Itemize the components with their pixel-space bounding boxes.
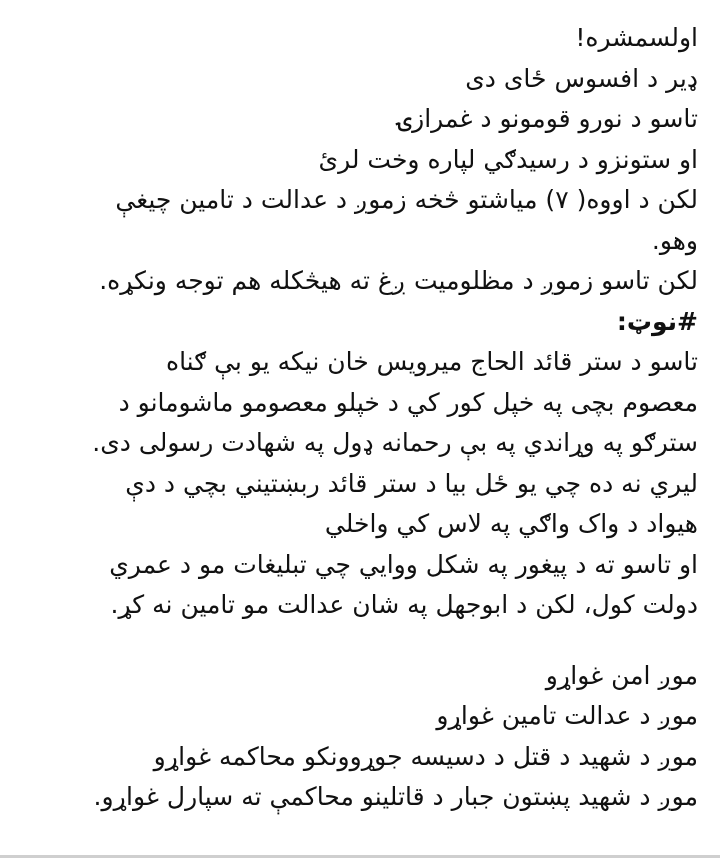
- post-line: معصوم بچی په خپل کور کي د خپلو معصومو ماشومانو د: [118, 387, 698, 417]
- post-line: لکن تاسو زموږ د مظلومیت ږغ ته هیڅکله هم توجه ونکړه.: [99, 266, 698, 295]
- post-line: تاسو د نورو قومونو د غمرازۍ: [397, 104, 698, 133]
- post-text: [22, 18, 698, 818]
- post-line: لیري نه ده چي یو ځل بیا د ستر قائد ربښتیني بچي د دې: [125, 468, 698, 498]
- post-line: تاسو د ستر قائد الحاج میرویس خان نیکه یو بې ګناه: [165, 347, 698, 376]
- paragraph-spacer: [22, 626, 698, 656]
- post-line: موږ د عدالت تامین غواړو: [436, 701, 698, 730]
- post-line: لکن د اووه( ۷) میاشتو څخه زموږ د عدالت د تامین چیغې: [115, 185, 698, 214]
- post-line: موږ د شهید پښتون جبار د قاتلینو محاکمې ته سپارل غواړو.: [93, 782, 698, 811]
- post-line: موږ د شهید د قتل د دسیسه جوړوونکو محاکمه غواړو: [153, 741, 698, 771]
- post-line: وهو.: [651, 225, 698, 255]
- post-line: سترګو په وړاندي په بې رحمانه ډول په شهادت رسولی دی.: [92, 428, 698, 457]
- post-line: موږ امن غواړو: [545, 660, 698, 690]
- hashtag-link[interactable]: #نوټ:: [616, 306, 698, 336]
- post-line: او تاسو ته د پیغور په شکل ووایي چي تبلیغات مو د عمري: [109, 549, 698, 579]
- post-line: اولسمشره!: [575, 23, 698, 52]
- post-line: هیواد د واک واګي په لاس کي واخلي: [324, 509, 698, 538]
- post-line: او ستونزو د رسیدګي لپاره وخت لرئ: [318, 144, 698, 174]
- post-line: دولت کول، لکن د ابوجهل په شان عدالت مو تامین نه کړ.: [110, 590, 698, 619]
- post-line: ډیر د افسوس ځای دی: [465, 63, 698, 93]
